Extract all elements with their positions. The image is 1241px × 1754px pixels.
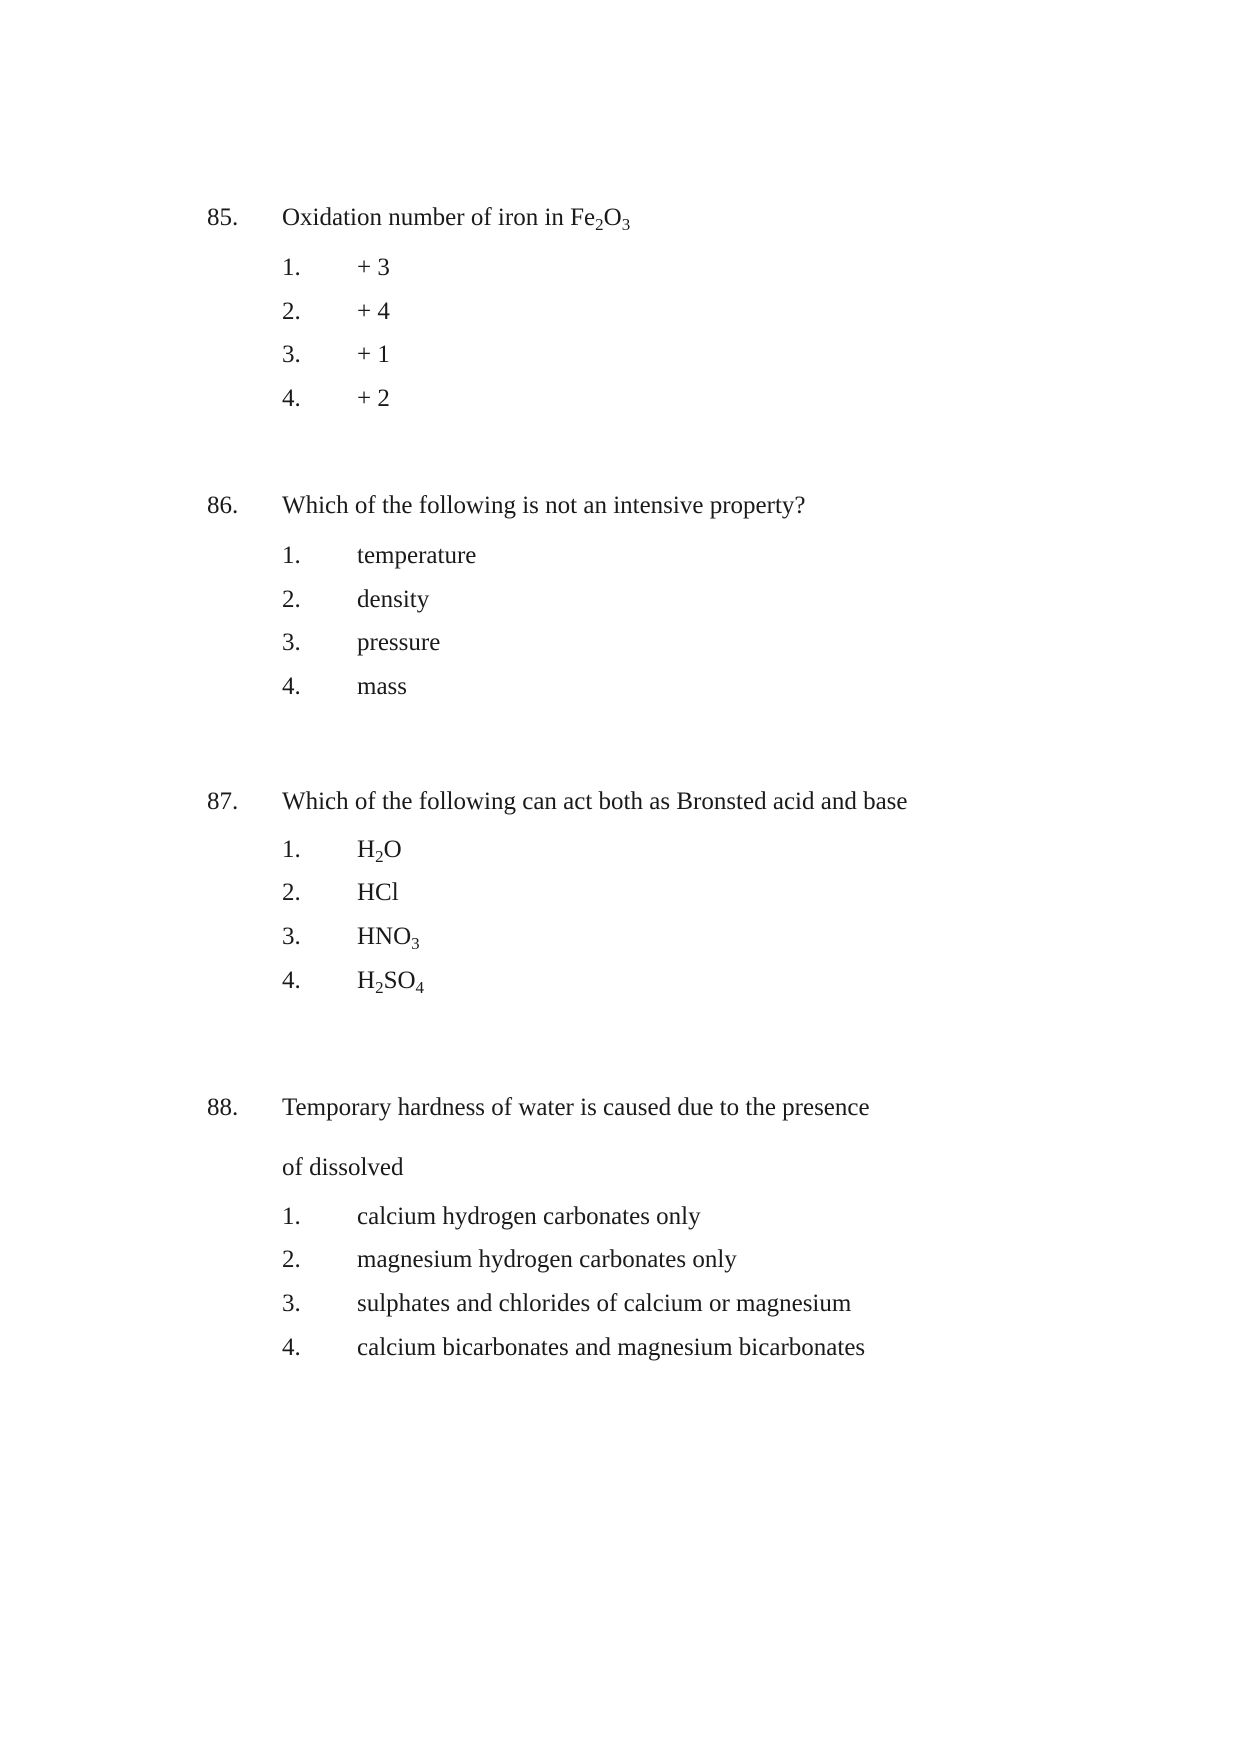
option-number: 2. — [282, 586, 301, 613]
option-item[interactable] — [0, 541, 1241, 571]
subscript: 3 — [411, 933, 420, 953]
option-item[interactable] — [0, 672, 1241, 702]
option-item[interactable] — [0, 297, 1241, 327]
option-text: calcium bicarbonates and magnesium bicarbonates — [357, 1334, 866, 1361]
formula-part: H — [357, 967, 376, 994]
option-item[interactable] — [0, 628, 1241, 658]
option-number: 1. — [282, 1203, 301, 1230]
option-number: 3. — [282, 923, 301, 950]
option-text: pressure — [357, 629, 441, 656]
option-number: 4. — [282, 673, 301, 700]
formula-part: HNO — [357, 923, 412, 950]
option-number: 1. — [282, 836, 301, 863]
formula-part: SO — [383, 967, 416, 994]
question-text — [282, 203, 630, 233]
option-text — [357, 966, 424, 996]
subscript: 2 — [375, 846, 384, 866]
formula-part: O — [383, 836, 402, 863]
option-number: 4. — [282, 1334, 301, 1361]
option-item[interactable] — [0, 966, 1241, 996]
question-text: Temporary hardness of water is caused due to the presence — [282, 1094, 870, 1121]
option-text: + 2 — [357, 385, 390, 412]
option-number: 2. — [282, 879, 301, 906]
option-item[interactable] — [0, 384, 1241, 414]
option-number: 3. — [282, 341, 301, 368]
option-number: 4. — [282, 967, 301, 994]
option-text: mass — [357, 673, 407, 700]
question-number: 88. — [207, 1094, 239, 1121]
option-text: + 4 — [357, 298, 390, 325]
option-item[interactable] — [0, 1202, 1241, 1232]
option-text: + 3 — [357, 254, 390, 281]
option-item[interactable] — [0, 1333, 1241, 1363]
option-number: 4. — [282, 385, 301, 412]
subscript: 2 — [375, 977, 384, 997]
question-text-part: O — [603, 204, 622, 231]
option-text: magnesium hydrogen carbonates only — [357, 1246, 737, 1273]
question-text: Which of the following can act both as Bronsted acid and base — [282, 788, 908, 815]
option-text: density — [357, 586, 430, 613]
question-text: Which of the following is not an intensive property? — [282, 492, 806, 519]
subscript: 3 — [621, 214, 631, 234]
option-item[interactable] — [0, 1289, 1241, 1319]
formula-part: H — [357, 836, 376, 863]
question-number: 86. — [207, 492, 239, 519]
option-text: sulphates and chlorides of calcium or magnesium — [357, 1290, 852, 1317]
option-text: calcium hydrogen carbonates only — [357, 1203, 701, 1230]
option-item[interactable] — [0, 253, 1241, 283]
question-number: 87. — [207, 788, 239, 815]
option-item[interactable] — [0, 340, 1241, 370]
option-number: 2. — [282, 1246, 301, 1273]
subscript: 2 — [595, 214, 604, 234]
subscript: 4 — [415, 977, 425, 997]
option-text — [357, 922, 420, 952]
option-text: HCl — [357, 879, 399, 906]
option-item[interactable] — [0, 1245, 1241, 1275]
option-text — [357, 835, 402, 865]
option-item[interactable] — [0, 835, 1241, 865]
option-number: 1. — [282, 542, 301, 569]
question-text-continuation: of dissolved — [282, 1154, 404, 1181]
option-number: 3. — [282, 1290, 301, 1317]
question-number: 85. — [207, 204, 239, 231]
option-number: 2. — [282, 298, 301, 325]
option-text: + 1 — [357, 341, 390, 368]
option-number: 3. — [282, 629, 301, 656]
option-item[interactable] — [0, 922, 1241, 952]
option-text: temperature — [357, 542, 477, 569]
option-item[interactable] — [0, 878, 1241, 908]
option-item[interactable] — [0, 585, 1241, 615]
option-number: 1. — [282, 254, 301, 281]
question-text-part: Oxidation number of iron in Fe — [282, 204, 596, 231]
